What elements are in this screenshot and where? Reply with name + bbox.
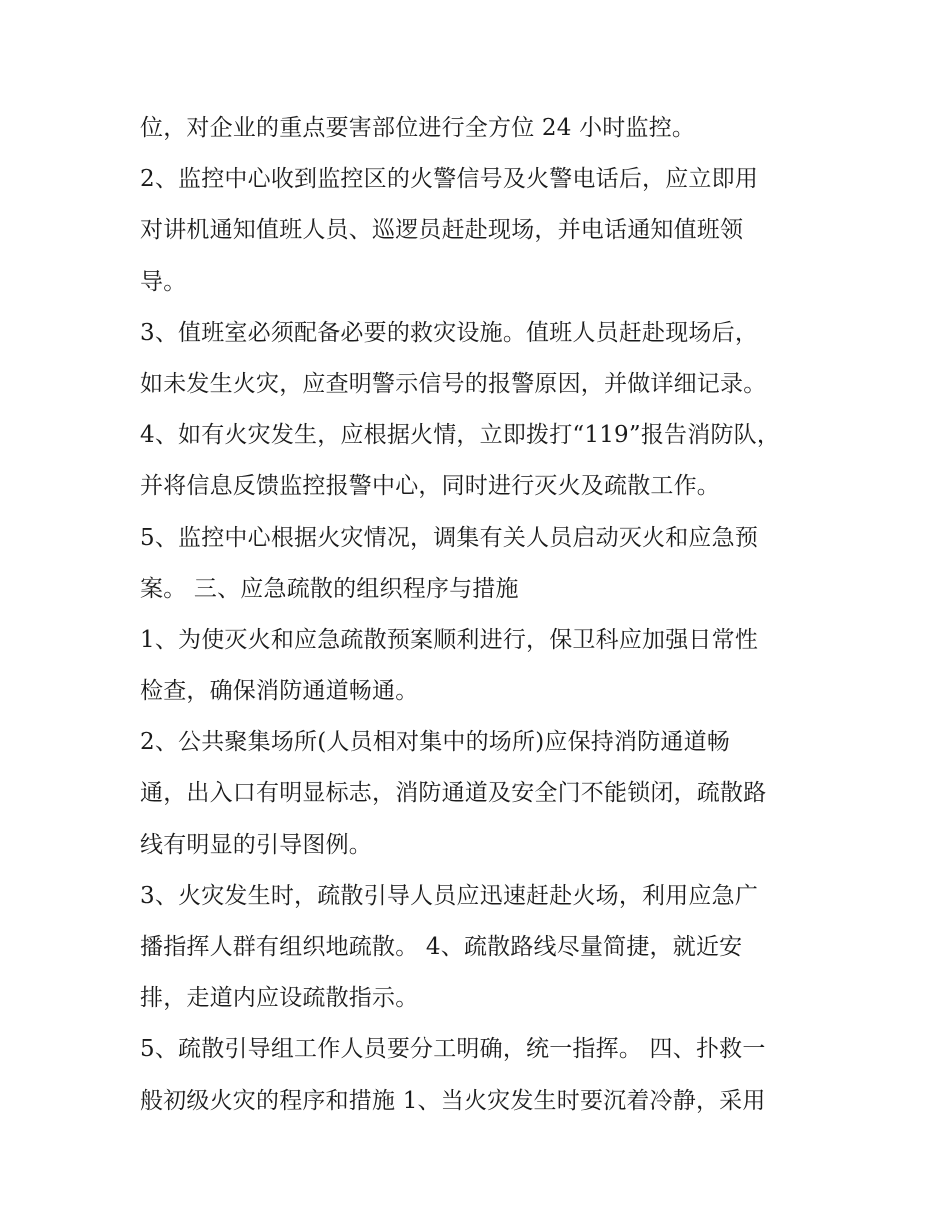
text-line: 位，对企业的重点要害部位进行全方位 24 小时监控。: [140, 115, 696, 141]
text-line: 并将信息反馈监控报警中心，同时进行灭火及疏散工作。: [140, 473, 720, 500]
text-line: 5、疏散引导组工作人员要分工明确，统一指挥。 四、扑救一: [140, 1036, 766, 1063]
text-line: 2、公共聚集场所(人员相对集中的场所)应保持消防通道畅: [140, 729, 730, 756]
text-line: 4、如有火灾发生，应根据火情，立即拨打“119”报告消防队，: [140, 422, 781, 449]
text-line: 3、火灾发生时，疏散引导人员应迅速赶赴火场，利用应急广: [140, 882, 759, 909]
text-line: 对讲机通知值班人员、巡逻员赶赴现场，并电话通知值班领: [140, 217, 744, 244]
text-line: 如未发生火灾，应查明警示信号的报警原因，并做详细记录。: [140, 370, 767, 397]
text-line: 检查，确保消防通道畅通。: [140, 678, 419, 705]
text-line: 导。: [140, 268, 187, 295]
text-line: 1、为使灭火和应急疏散预案顺利进行，保卫科应加强日常性: [140, 626, 759, 653]
text-line: 5、监控中心根据火灾情况，调集有关人员启动灭火和应急预: [140, 524, 759, 551]
text-line: 3、值班室必须配备必要的救灾设施。值班人员赶赴现场后，: [140, 319, 759, 346]
text-line: 排，走道内应设疏散指示。: [140, 985, 419, 1012]
text-line: 播指挥人群有组织地疏散。 4、疏散路线尽量简捷，就近安: [140, 934, 743, 960]
body-text: [140, 103, 830, 1127]
text-line: 般初级火灾的程序和措施 1、当火灾发生时要沉着冷静，采用: [140, 1087, 766, 1114]
text-line: 线有明显的引导图例。: [140, 831, 372, 858]
text-line: 通，出入口有明显标志，消防通道及安全门不能锁闭，疏散路: [140, 780, 767, 807]
text-line: 2、监控中心收到监控区的火警信号及火警电话后，应立即用: [140, 166, 759, 193]
text-line: 案。 三、应急疏散的组织程序与措施: [140, 575, 519, 602]
